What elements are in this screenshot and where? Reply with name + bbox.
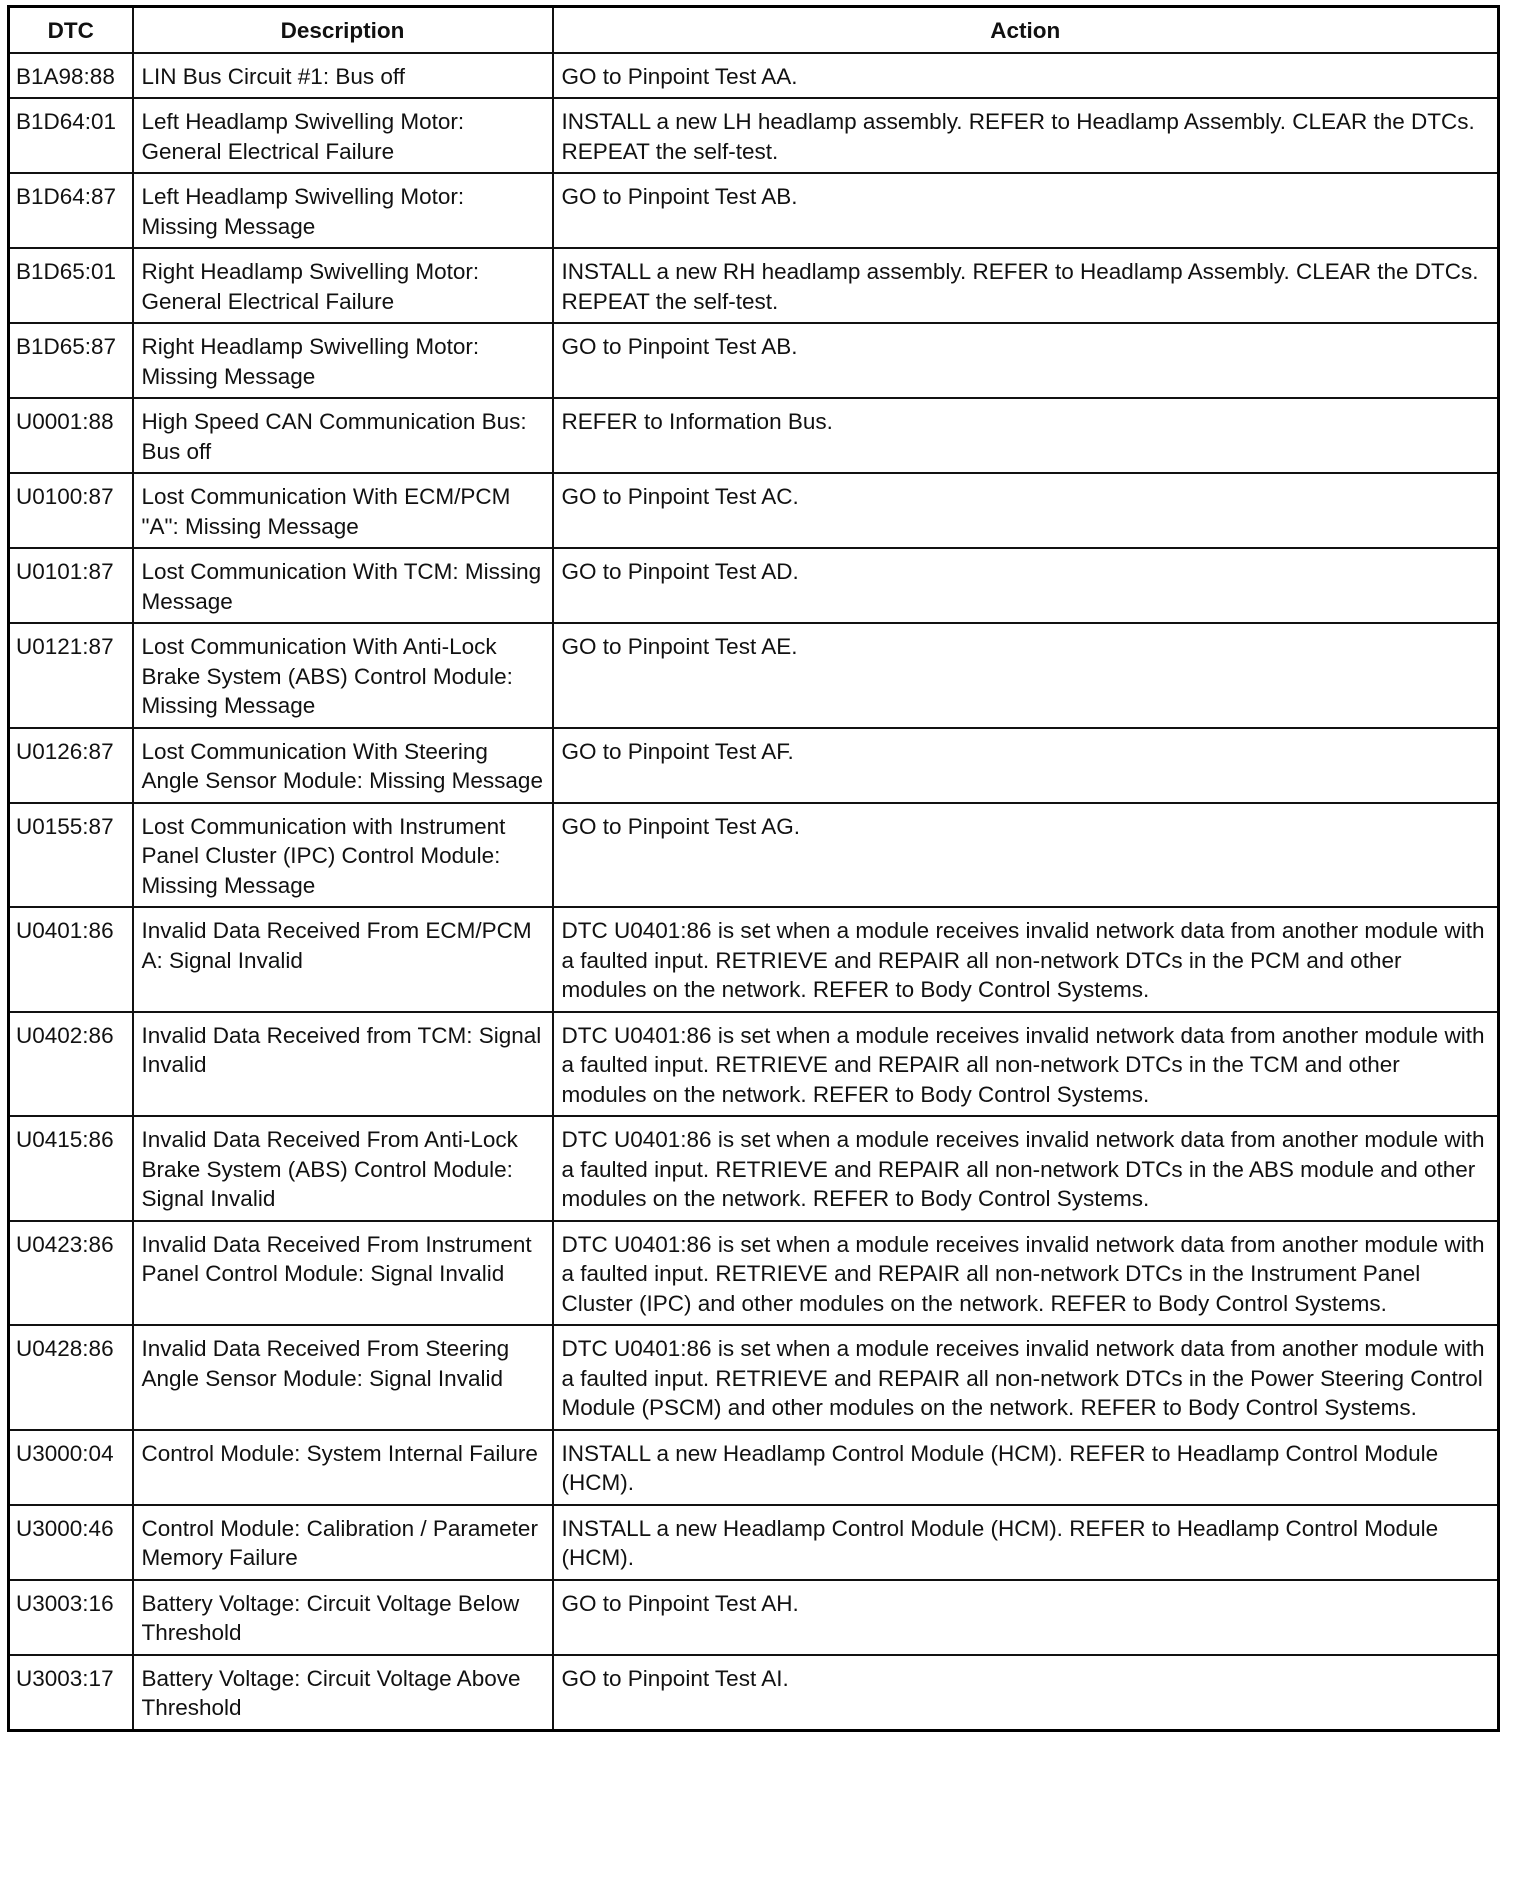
- table-row: [9, 623, 1499, 728]
- table-row: [9, 803, 1499, 908]
- dtc-description: Invalid Data Received From Instrument Panel Control Module: Signal Invalid: [133, 1221, 553, 1326]
- dtc-action: GO to Pinpoint Test AF.: [553, 728, 1499, 803]
- dtc-code: B1A98:88: [9, 53, 133, 99]
- dtc-action: GO to Pinpoint Test AH.: [553, 1580, 1499, 1655]
- dtc-description: Lost Communication With Steering Angle Sensor Module: Missing Message: [133, 728, 553, 803]
- dtc-code: B1D65:87: [9, 323, 133, 398]
- dtc-code: U0402:86: [9, 1012, 133, 1117]
- header-dtc: DTC: [9, 7, 133, 53]
- dtc-action: GO to Pinpoint Test AC.: [553, 473, 1499, 548]
- dtc-code: U0401:86: [9, 907, 133, 1012]
- dtc-description: Lost Communication With ECM/PCM "A": Missing Message: [133, 473, 553, 548]
- dtc-description: Invalid Data Received From Anti-Lock Brake System (ABS) Control Module: Signal Invalid: [133, 1116, 553, 1221]
- dtc-action: DTC U0401:86 is set when a module receives invalid network data from another module with a faulted input. RETRIEVE and REPAIR all non-network DTCs in the PCM and other modules on the network. REFER to Body Control Systems.: [553, 907, 1499, 1012]
- table-row: [9, 98, 1499, 173]
- table-row: [9, 323, 1499, 398]
- dtc-action: GO to Pinpoint Test AB.: [553, 173, 1499, 248]
- header-description: Description: [133, 7, 553, 53]
- dtc-code: U0126:87: [9, 728, 133, 803]
- table-row: [9, 398, 1499, 473]
- table-row: [9, 173, 1499, 248]
- dtc-description: Battery Voltage: Circuit Voltage Above Threshold: [133, 1655, 553, 1731]
- table-row: [9, 1430, 1499, 1505]
- dtc-description: Invalid Data Received From ECM/PCM A: Signal Invalid: [133, 907, 553, 1012]
- dtc-code: B1D64:01: [9, 98, 133, 173]
- table-body: [9, 53, 1499, 1731]
- dtc-code: U0428:86: [9, 1325, 133, 1430]
- dtc-description: Right Headlamp Swivelling Motor: General Electrical Failure: [133, 248, 553, 323]
- dtc-code: B1D64:87: [9, 173, 133, 248]
- dtc-description: Control Module: Calibration / Parameter Memory Failure: [133, 1505, 553, 1580]
- table-row: [9, 1012, 1499, 1117]
- dtc-table-container: [7, 5, 1500, 1732]
- table-row: [9, 548, 1499, 623]
- dtc-code: U3000:04: [9, 1430, 133, 1505]
- table-row: [9, 1221, 1499, 1326]
- dtc-code: U3000:46: [9, 1505, 133, 1580]
- dtc-code: U0001:88: [9, 398, 133, 473]
- dtc-action: DTC U0401:86 is set when a module receives invalid network data from another module with a faulted input. RETRIEVE and REPAIR all non-network DTCs in the Power Steering Control Module (PSCM) and other modules on the network. REFER to Body Control Systems.: [553, 1325, 1499, 1430]
- dtc-action: INSTALL a new RH headlamp assembly. REFER to Headlamp Assembly. CLEAR the DTCs. REPEAT the self-test.: [553, 248, 1499, 323]
- dtc-description: Lost Communication With TCM: Missing Message: [133, 548, 553, 623]
- header-action: Action: [553, 7, 1499, 53]
- dtc-description: High Speed CAN Communication Bus: Bus off: [133, 398, 553, 473]
- dtc-action: GO to Pinpoint Test AI.: [553, 1655, 1499, 1731]
- dtc-code: U0415:86: [9, 1116, 133, 1221]
- table-row: [9, 1325, 1499, 1430]
- dtc-action: GO to Pinpoint Test AA.: [553, 53, 1499, 99]
- dtc-description: LIN Bus Circuit #1: Bus off: [133, 53, 553, 99]
- dtc-description: Lost Communication with Instrument Panel Cluster (IPC) Control Module: Missing Message: [133, 803, 553, 908]
- dtc-action: DTC U0401:86 is set when a module receives invalid network data from another module with a faulted input. RETRIEVE and REPAIR all non-network DTCs in the Instrument Panel Cluster (IPC) and other modules on the network. REFER to Body Control Systems.: [553, 1221, 1499, 1326]
- dtc-action: REFER to Information Bus.: [553, 398, 1499, 473]
- dtc-description: Invalid Data Received from TCM: Signal Invalid: [133, 1012, 553, 1117]
- dtc-description: Right Headlamp Swivelling Motor: Missing Message: [133, 323, 553, 398]
- dtc-code: U0100:87: [9, 473, 133, 548]
- dtc-code: U0101:87: [9, 548, 133, 623]
- table-row: [9, 1655, 1499, 1731]
- table-row: [9, 1580, 1499, 1655]
- dtc-action: GO to Pinpoint Test AE.: [553, 623, 1499, 728]
- table-row: [9, 728, 1499, 803]
- dtc-code: U0423:86: [9, 1221, 133, 1326]
- dtc-code: U0121:87: [9, 623, 133, 728]
- dtc-description: Invalid Data Received From Steering Angle Sensor Module: Signal Invalid: [133, 1325, 553, 1430]
- dtc-table: [7, 5, 1500, 1732]
- dtc-action: GO to Pinpoint Test AB.: [553, 323, 1499, 398]
- table-row: [9, 907, 1499, 1012]
- table-row: [9, 1505, 1499, 1580]
- dtc-description: Left Headlamp Swivelling Motor: Missing Message: [133, 173, 553, 248]
- dtc-action: INSTALL a new Headlamp Control Module (HCM). REFER to Headlamp Control Module (HCM).: [553, 1505, 1499, 1580]
- table-row: [9, 53, 1499, 99]
- dtc-action: INSTALL a new LH headlamp assembly. REFER to Headlamp Assembly. CLEAR the DTCs. REPEAT the self-test.: [553, 98, 1499, 173]
- dtc-action: INSTALL a new Headlamp Control Module (HCM). REFER to Headlamp Control Module (HCM).: [553, 1430, 1499, 1505]
- dtc-code: U0155:87: [9, 803, 133, 908]
- table-row: [9, 1116, 1499, 1221]
- dtc-action: DTC U0401:86 is set when a module receives invalid network data from another module with a faulted input. RETRIEVE and REPAIR all non-network DTCs in the ABS module and other modules on the network. REFER to Body Control Systems.: [553, 1116, 1499, 1221]
- dtc-description: Control Module: System Internal Failure: [133, 1430, 553, 1505]
- dtc-description: Lost Communication With Anti-Lock Brake System (ABS) Control Module: Missing Message: [133, 623, 553, 728]
- dtc-description: Battery Voltage: Circuit Voltage Below Threshold: [133, 1580, 553, 1655]
- table-row: [9, 473, 1499, 548]
- dtc-code: B1D65:01: [9, 248, 133, 323]
- dtc-description: Left Headlamp Swivelling Motor: General Electrical Failure: [133, 98, 553, 173]
- dtc-action: GO to Pinpoint Test AG.: [553, 803, 1499, 908]
- header-row: [9, 7, 1499, 53]
- dtc-action: DTC U0401:86 is set when a module receives invalid network data from another module with a faulted input. RETRIEVE and REPAIR all non-network DTCs in the TCM and other modules on the network. REFER to Body Control Systems.: [553, 1012, 1499, 1117]
- dtc-action: GO to Pinpoint Test AD.: [553, 548, 1499, 623]
- dtc-code: U3003:16: [9, 1580, 133, 1655]
- table-row: [9, 248, 1499, 323]
- dtc-code: U3003:17: [9, 1655, 133, 1731]
